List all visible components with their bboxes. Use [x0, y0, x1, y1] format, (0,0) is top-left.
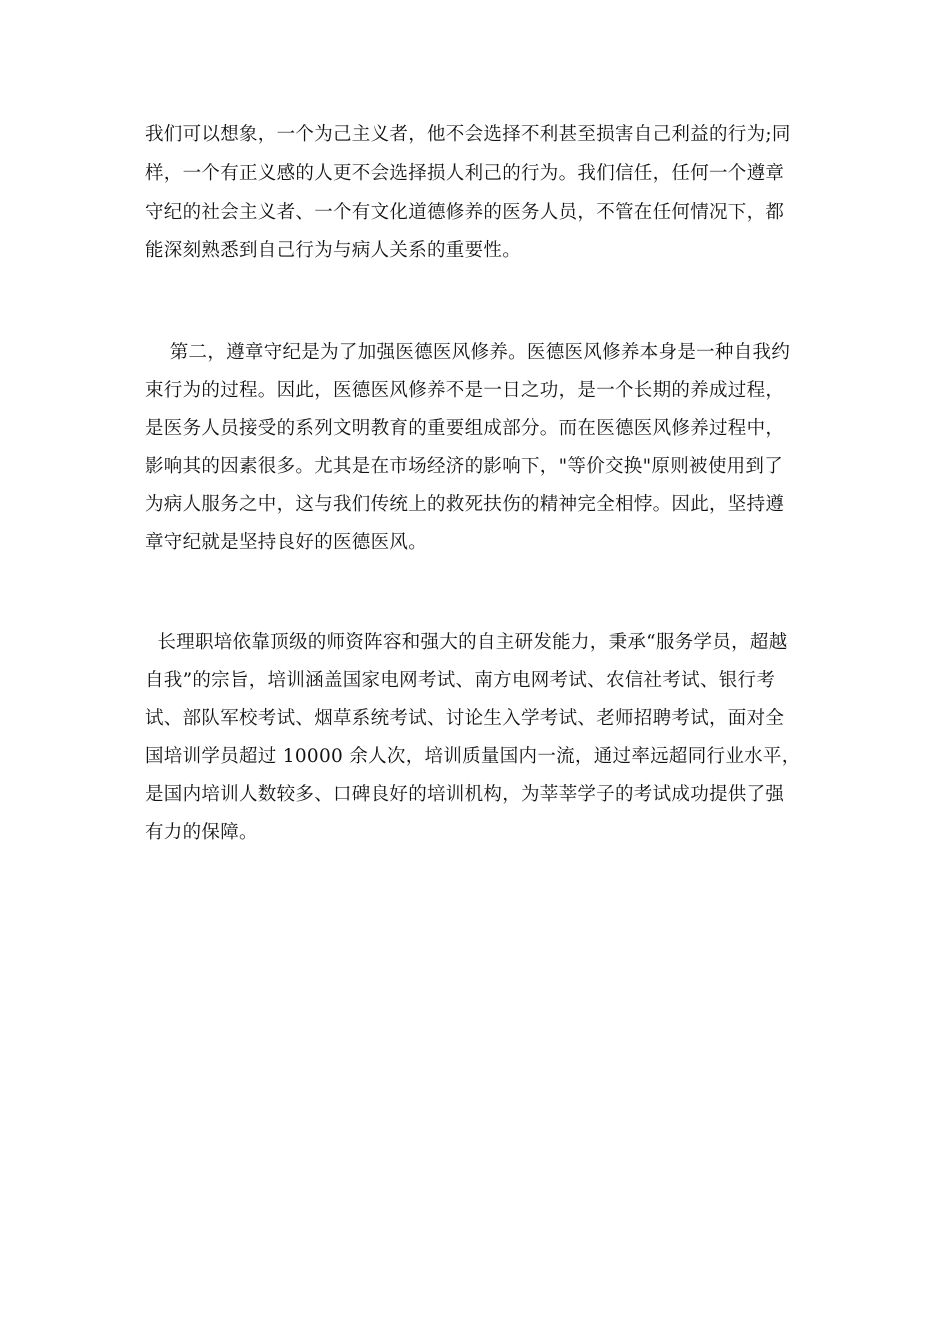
text-line: 自我”的宗旨，培训涵盖国家电网考试、南方电网考试、农信社考试、银行考: [145, 670, 776, 691]
text-line: 守纪的社会主义者、一个有文化道德修养的医务人员，不管在任何情况下，都: [145, 202, 785, 223]
text-line: 有力的保障。: [145, 822, 258, 843]
text-line: 能深刻熟悉到自己行为与病人关系的重要性。: [145, 240, 522, 261]
text-line: 是医务人员接受的系列文明教育的重要组成部分。而在医德医风修养过程中，: [145, 418, 785, 439]
text-line: 国培训学员超过 10000 余人次，培训质量国内一流，通过率远超同行业水平，: [145, 746, 801, 767]
text-line: 影响其的因素很多。尤其是在市场经济的影响下，"等价交换"原则被使用到了: [145, 456, 784, 477]
text-line: 样，一个有正义感的人更不会选择损人利己的行为。我们信任，任何一个遵章: [145, 163, 785, 184]
text-line: 章守纪就是坚持良好的医德医风。: [145, 532, 428, 553]
text-line: 束行为的过程。因此，医德医风修养不是一日之功，是一个长期的养成过程，: [145, 380, 785, 401]
text-line: 长理职培依靠顶级的师资阵容和强大的自主研发能力，秉承“服务学员，超越: [145, 632, 788, 653]
text-line: 是国内培训人数较多、口碑良好的培训机构，为莘莘学子的考试成功提供了强: [145, 784, 785, 805]
text-line: 为病人服务之中，这与我们传统上的救死扶伤的精神完全相悖。因此，坚持遵: [145, 494, 785, 515]
text-line: 试、部队军校考试、烟草系统考试、讨论生入学考试、老师招聘考试，面对全: [145, 708, 785, 729]
text-line: 我们可以想象，一个为己主义者，他不会选择不利甚至损害自己利益的行为;同: [145, 124, 791, 145]
text-line: 第二，遵章守纪是为了加强医德医风修养。医德医风修养本身是一种自我约: [145, 342, 791, 363]
